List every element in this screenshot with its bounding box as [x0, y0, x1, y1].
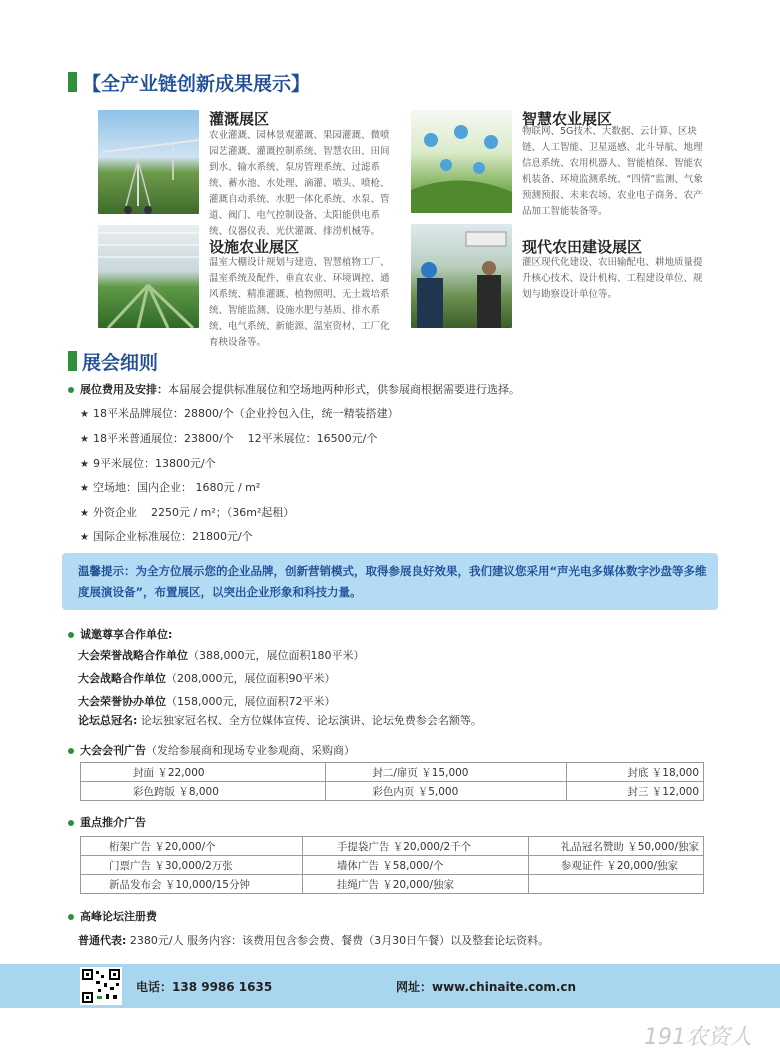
footer-bar	[0, 964, 780, 1008]
table-row	[81, 856, 704, 875]
forum-heading: 高峰论坛注册费	[80, 910, 157, 923]
ads-heading: 大会会刊广告	[80, 744, 146, 757]
partner-item	[78, 670, 335, 686]
partner-detail: （388,000元，展位面积180平米）	[188, 649, 365, 662]
table-row	[81, 782, 704, 801]
table-cell	[528, 875, 703, 894]
partner-name: 论坛总冠名:	[78, 714, 138, 727]
table-row	[81, 837, 704, 856]
table-cell: 封底 ￥18,000	[567, 763, 704, 782]
ads-table	[80, 762, 704, 801]
booth-item-text: 18平米品牌展位：28800/个（企业拎包入住，统一精装搭建）	[92, 407, 399, 420]
section-marker	[68, 351, 77, 371]
exhibit-desc-facility: 温室大棚设计规划与建造、智慧植物工厂、温室系统及配件、垂直农业、环境调控、通风系统、精准灌溉、植物照明、无土栽培系统、智能监测、设施水肥与基质、排水系统、电气系统、新能源、温室资材、工厂化育秧设备等。	[209, 257, 390, 348]
bullet-dot	[68, 387, 74, 393]
forum-heading-row	[68, 908, 157, 924]
smart-agriculture-photo	[411, 110, 512, 213]
forum-text: 2380元/人 服务内容：该费用包含参会费、餐费（3月30日午餐）以及整套论坛资料。	[126, 934, 550, 947]
table-row	[81, 875, 704, 894]
smart-farm-icon	[411, 110, 512, 213]
qr-pattern	[80, 967, 122, 1005]
promo-heading-row	[68, 814, 146, 830]
table-cell: 挂绳广告 ￥20,000/独家	[302, 875, 528, 894]
exhibit-title-facility: 设施农业展区	[209, 238, 300, 256]
partner-detail: （208,000元，展位面积90平米）	[166, 672, 336, 685]
booth-intro-text: 本届展会提供标准展位和空场地两种形式，供参展商根据需要进行选择。	[168, 383, 520, 396]
exhibit-desc-farmland: 灌区现代化建设、农田输配电、耕地质量提升核心技术、设计机构、工程建设单位、规划与勘察设计单位等。	[522, 257, 703, 300]
forum-fee	[78, 932, 549, 948]
table-cell: 封三 ￥12,000	[567, 782, 704, 801]
qr-code-icon	[80, 967, 122, 1005]
promo-table	[80, 836, 704, 894]
booth-item	[80, 504, 294, 520]
watermark: 191农资人	[644, 1025, 752, 1050]
booth-item	[80, 405, 399, 421]
booth-item-text: 9平米展位：13800元/个	[92, 457, 216, 470]
ads-note: （发给参展商和现场专业参观商、采购商）	[146, 744, 355, 757]
table-cell: 彩色内页 ￥5,000	[326, 782, 567, 801]
footer-phone: 电话：138 9986 1635	[136, 980, 273, 994]
greenhouse-icon	[98, 225, 199, 328]
bullet-dot	[68, 748, 74, 754]
exhibit-title-farmland: 现代农田建设展区	[522, 238, 643, 256]
partner-name: 大会荣誉协办单位	[78, 695, 166, 708]
farmland-photo	[411, 224, 512, 328]
forum-label: 普通代表:	[78, 934, 127, 947]
partner-item	[78, 712, 482, 728]
star-icon: ★	[80, 459, 89, 470]
booth-item	[80, 528, 253, 544]
partner-item	[78, 693, 335, 709]
promo-heading: 重点推介广告	[80, 816, 146, 829]
table-cell: 手提袋广告 ￥20,000/2千个	[302, 837, 528, 856]
tip-text: 温馨提示：为全方位展示您的企业品牌，创新营销模式，取得参展良好效果，我们建议您采用“声光电多媒体数字沙盘等多维度展演设备”，布置展区，以突出企业形象和科技力量。	[78, 564, 707, 599]
star-icon: ★	[80, 508, 89, 519]
star-icon: ★	[80, 434, 89, 445]
partner-name: 大会荣誉战略合作单位	[78, 649, 188, 662]
partner-item	[78, 647, 364, 663]
booth-item-text: 国际企业标准展位：21800元/个	[92, 530, 253, 543]
table-cell: 门票广告 ￥30,000/2万张	[81, 856, 303, 875]
exhibit-title-irrigation: 灌溉展区	[209, 110, 270, 128]
table-cell: 新品发布会 ￥10,000/15分钟	[81, 875, 303, 894]
booth-item-text: 空场地：国内企业： 1680元 / m²	[92, 481, 261, 494]
exhibit-title-smart: 智慧农业展区	[522, 110, 613, 128]
star-icon: ★	[80, 409, 89, 420]
table-cell: 封二/扉页 ￥15,000	[326, 763, 567, 782]
section-title-innovation: 【全产业链创新成果展示】	[82, 73, 311, 95]
booth-item-text: 外资企业 2250元 / m²；（36m²起租）	[92, 506, 295, 519]
partners-heading-row	[68, 626, 172, 642]
booth-item	[80, 455, 216, 471]
section-marker	[68, 72, 77, 92]
booth-item-text: 18平米普通展位：23800/个 12平米展位：16500元/个	[92, 432, 378, 445]
footer-website[interactable]: 网址：www.chinaite.com.cn	[396, 980, 577, 994]
section-title-rules: 展会细则	[82, 352, 159, 374]
ads-heading-row	[68, 742, 355, 758]
tip-box	[62, 553, 718, 610]
table-cell: 墙体广告 ￥58,000/个	[302, 856, 528, 875]
booth-heading: 展位费用及安排：	[80, 383, 168, 396]
partner-detail: （158,000元，展位面积72平米）	[166, 695, 336, 708]
workers-icon	[411, 224, 512, 328]
irrigation-system-icon	[98, 110, 199, 214]
partner-name: 大会战略合作单位	[78, 672, 166, 685]
booth-item	[80, 430, 377, 446]
partner-detail: 论坛独家冠名权、全方位媒体宣传、论坛演讲、论坛免费参会名额等。	[137, 714, 482, 727]
greenhouse-photo	[98, 225, 199, 328]
table-cell: 参观证件 ￥20,000/独家	[528, 856, 703, 875]
bullet-dot	[68, 914, 74, 920]
booth-intro	[68, 381, 520, 397]
table-cell: 封面 ￥22,000	[81, 763, 326, 782]
exhibit-desc-irrigation: 农业灌溉、园林景观灌溉、果园灌溉、微喷园艺灌溉、灌溉控制系统、智慧农田、田间到水、输水系统、泵房管理系统、过滤系统、蓄水池、水处理、滴灌、喷头、喷枪、灌溉自动系统、水肥一体化系统、水泵、管道、阀门、电气控制设备、太阳能供电系统、仪器仪表、光伏灌溉、排涝机械等。	[209, 130, 390, 237]
star-icon: ★	[80, 483, 89, 494]
table-cell: 桁架广告 ￥20,000/个	[81, 837, 303, 856]
table-cell: 礼品冠名赞助 ￥50,000/独家	[528, 837, 703, 856]
partners-heading: 诚邀尊享合作单位:	[80, 628, 173, 641]
irrigation-photo	[98, 110, 199, 214]
table-cell: 彩色跨版 ￥8,000	[81, 782, 326, 801]
star-icon: ★	[80, 532, 89, 543]
table-row	[81, 763, 704, 782]
booth-item	[80, 479, 260, 495]
bullet-dot	[68, 632, 74, 638]
exhibit-desc-smart: 物联网、5G技术、大数据、云计算、区块链、人工智能、卫星遥感、北斗导航、地理信息系统、农用机器人、智能植保、智能农机装备、环境监测系统、“四情”监测、气象预测预报、未来农场、农业电子商务、农产品加工智能装备等。	[522, 126, 703, 217]
bullet-dot	[68, 820, 74, 826]
